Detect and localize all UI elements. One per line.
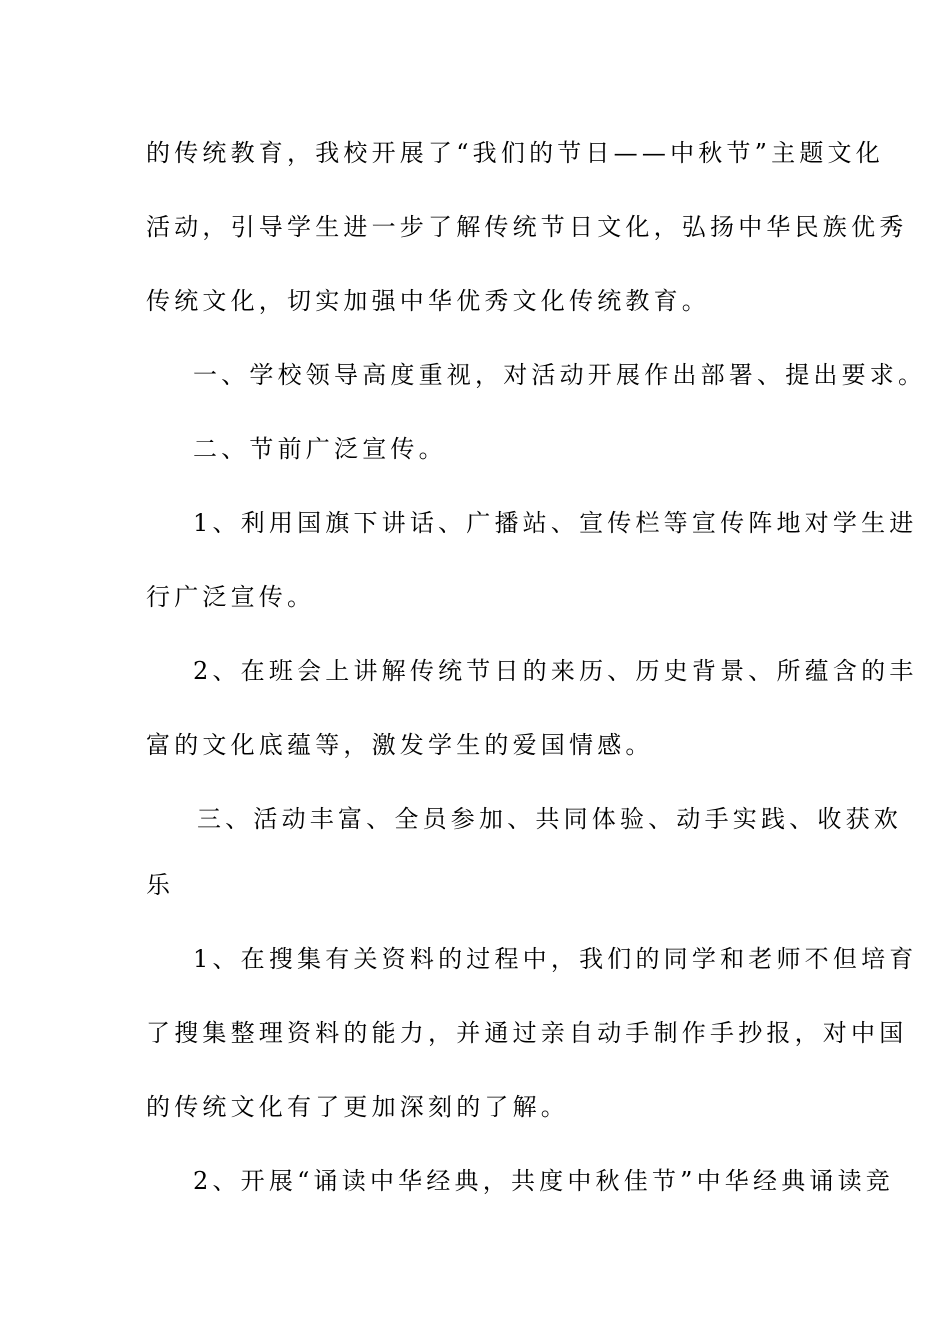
section-heading-2: 二、节前广泛宣传。 bbox=[193, 435, 447, 463]
text-line-1: 的传统教育，我校开展了“我们的节日——中秋节”主题文化 bbox=[146, 139, 884, 167]
section-heading-3-line-1: 三、活动丰富、全员参加、共同体验、动手实践、收获欢 bbox=[197, 805, 902, 833]
section-heading-3-line-2: 乐 bbox=[146, 871, 175, 899]
text-line-2: 活动，引导学生进一步了解传统节日文化，弘扬中华民族优秀 bbox=[146, 213, 908, 241]
list-item-3-1-line-2: 了搜集整理资料的能力，并通过亲自动手制作手抄报，对中国 bbox=[146, 1019, 908, 1047]
text-line-3: 传统文化，切实加强中华优秀文化传统教育。 bbox=[146, 287, 710, 315]
list-item-3-1-line-3: 的传统文化有了更加深刻的了解。 bbox=[146, 1093, 569, 1121]
list-item-2-2-line-2: 富的文化底蕴等，激发学生的爱国情感。 bbox=[146, 731, 654, 759]
list-item-3-1-line-1: 1、在搜集有关资料的过程中，我们的同学和老师不但培育 bbox=[193, 945, 918, 973]
list-item-2-2-line-1: 2、在班会上讲解传统节日的来历、历史背景、所蕴含的丰 bbox=[193, 657, 918, 685]
section-heading-1: 一、学校领导高度重视，对活动开展作出部署、提出要求。 bbox=[193, 361, 927, 389]
list-item-3-2-line-1: 2、开展“诵读中华经典，共度中秋佳节”中华经典诵读竞 bbox=[193, 1167, 895, 1195]
list-item-2-1-line-1: 1、利用国旗下讲话、广播站、宣传栏等宣传阵地对学生进 bbox=[193, 509, 918, 537]
list-item-2-1-line-2: 行广泛宣传。 bbox=[146, 583, 316, 611]
